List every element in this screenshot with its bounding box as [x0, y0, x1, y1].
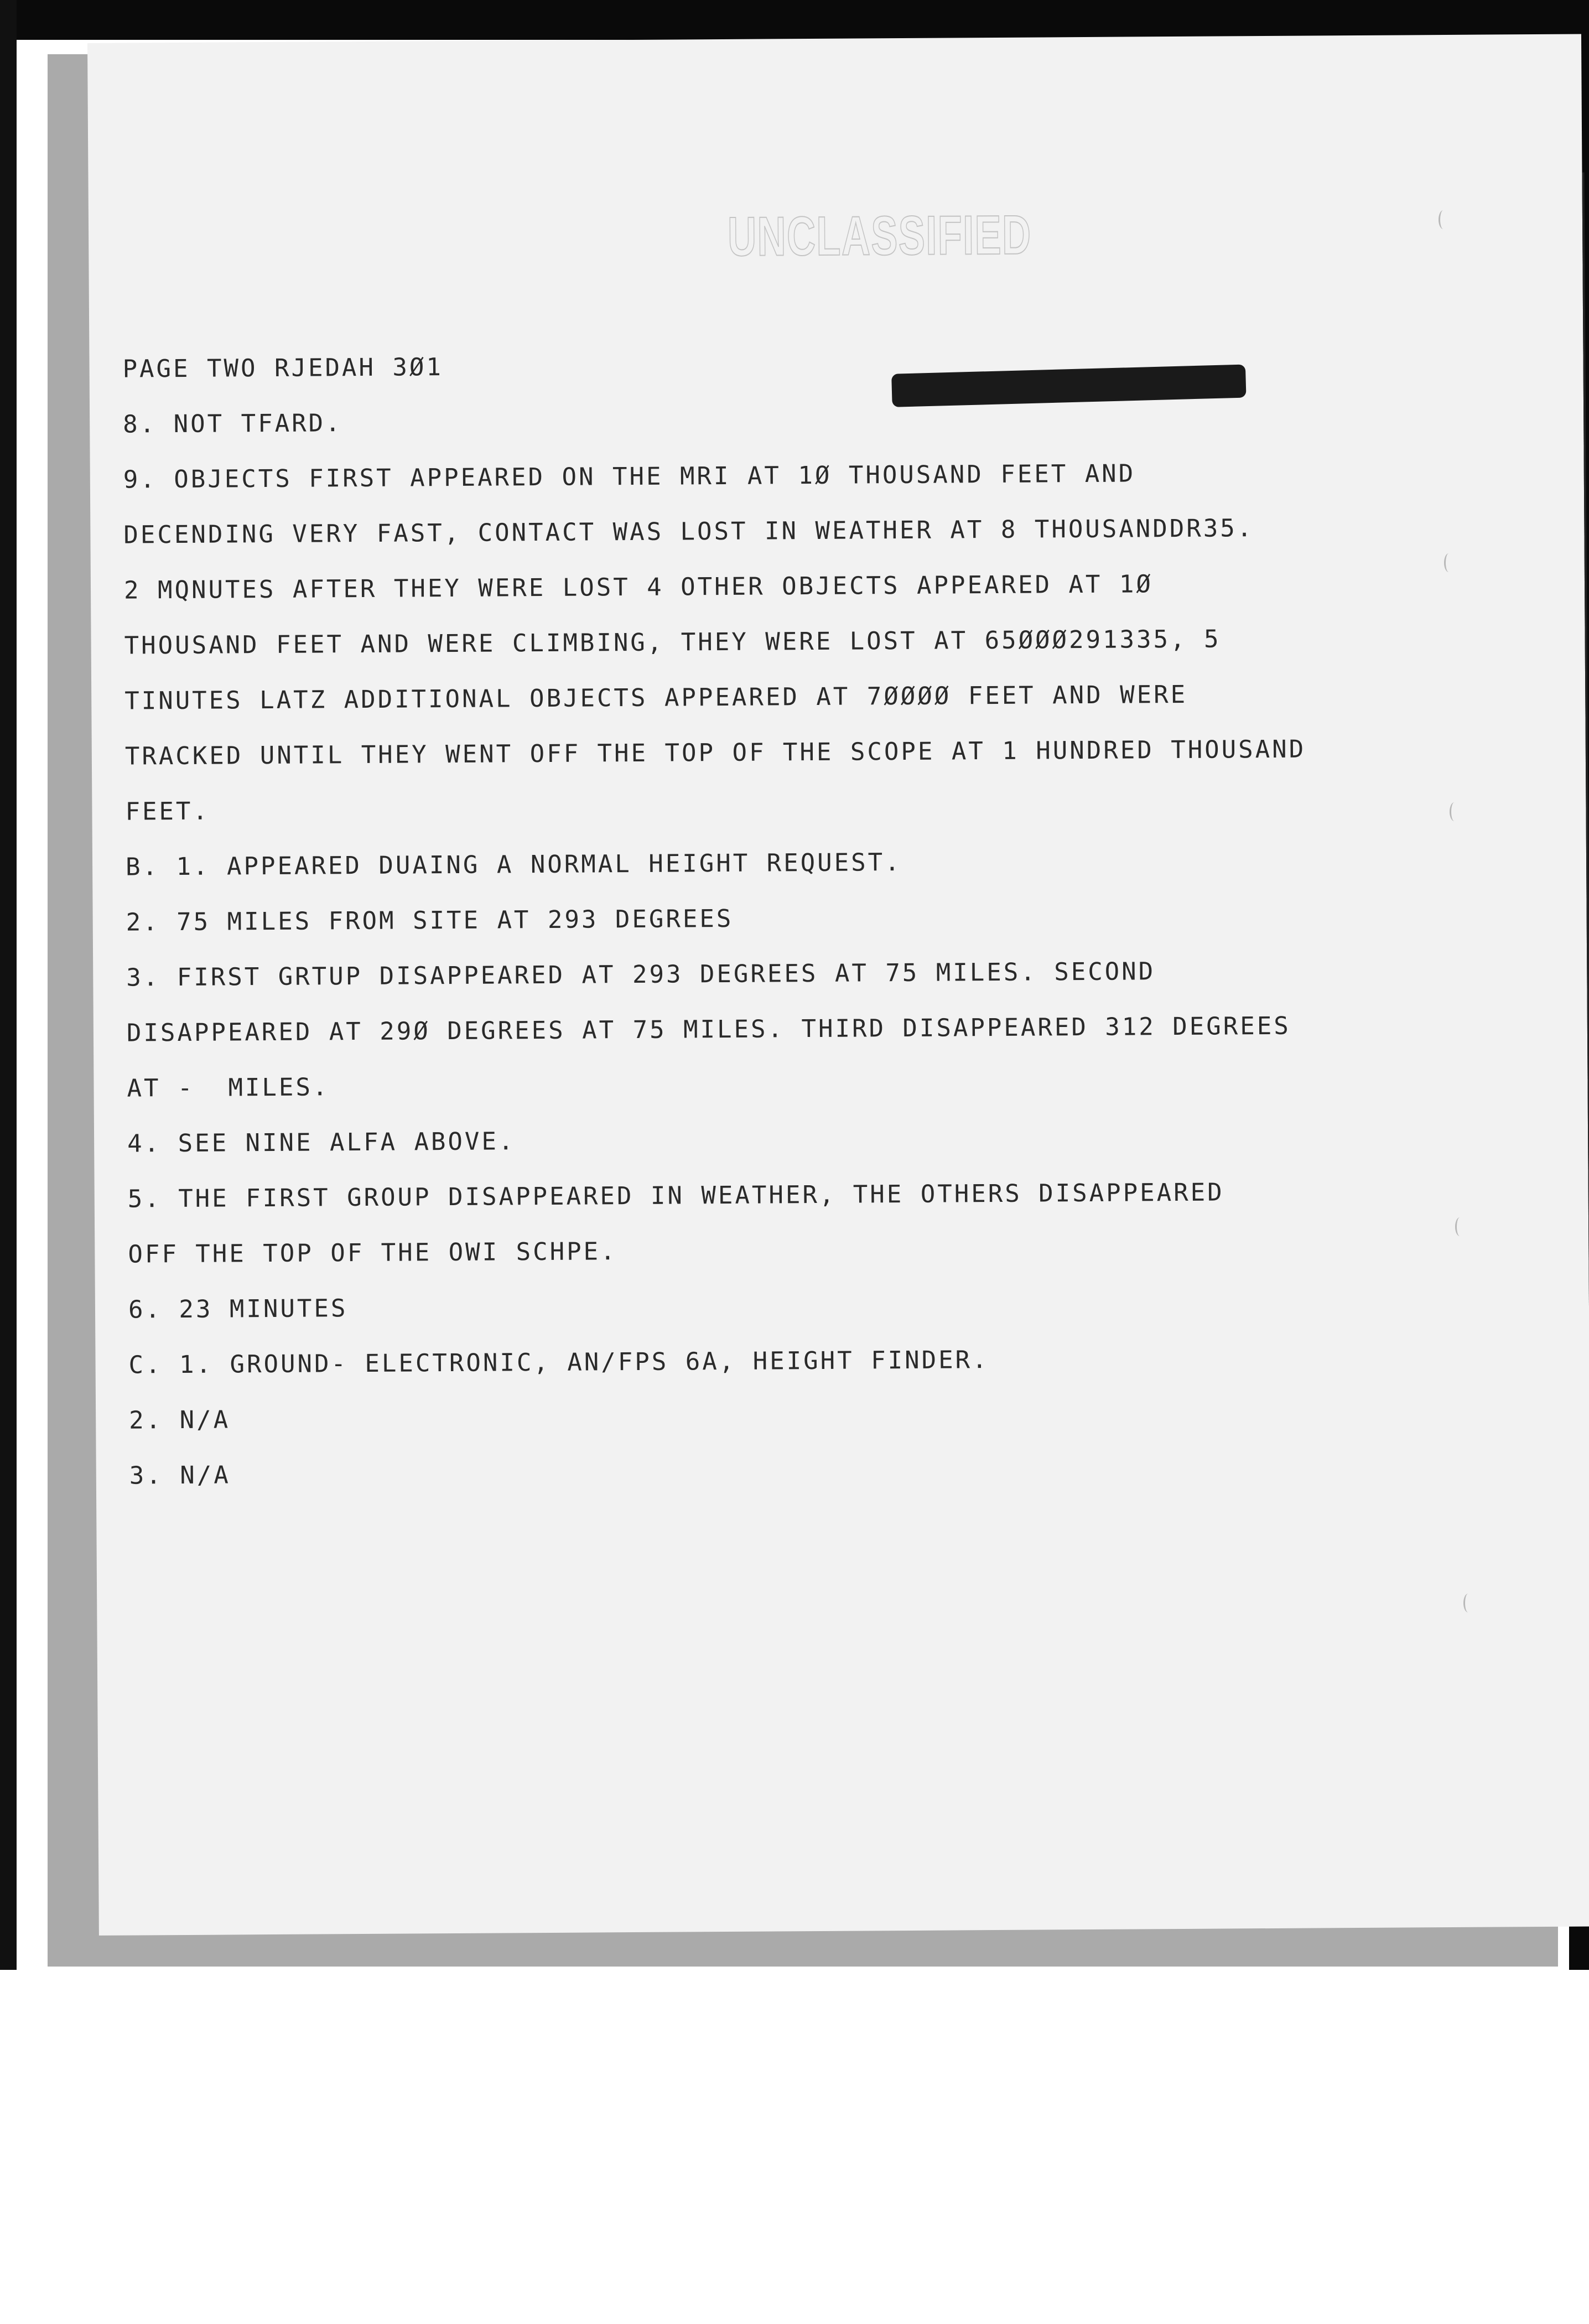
scan-mark — [1463, 1594, 1473, 1612]
text-line: 6. 23 MINUTES — [128, 1294, 348, 1324]
text-line: THOUSAND FEET AND WERE CLIMBING, THEY WERE LOST AT 65ØØØ291335, 5 — [124, 625, 1221, 660]
blank-lower-area — [0, 1970, 1589, 2324]
text-line: 3. FIRST GRTUP DISAPPEARED AT 293 DEGREES AT 75 MILES. SECOND — [126, 957, 1156, 992]
text-line: 3. N/A — [129, 1461, 231, 1490]
text-line: B. 1. APPEARED DUAING A NORMAL HEIGHT REQUEST. — [125, 848, 902, 881]
scan-border-left — [0, 0, 17, 1970]
text-line: FEET. — [125, 797, 210, 826]
text-line: DECENDING VERY FAST, CONTACT WAS LOST IN WEATHER AT 8 THOUSANDDR35. — [123, 514, 1254, 549]
text-line: 2. 75 MILES FROM SITE AT 293 DEGREES — [126, 904, 734, 937]
text-line: 2 MQNUTES AFTER THEY WERE LOST 4 OTHER OBJECTS APPEARED AT 1Ø — [123, 570, 1154, 605]
text-line: OFF THE TOP OF THE OWI SCHPE. — [128, 1237, 617, 1269]
text-line: 2. N/A — [129, 1405, 231, 1435]
text-line: 4. SEE NINE ALFA ABOVE. — [127, 1127, 516, 1158]
scan-border-top — [0, 0, 1589, 40]
text-line: DISAPPEARED AT 29Ø DEGREES AT 75 MILES. THIRD DISAPPEARED 312 DEGREES — [126, 1011, 1291, 1047]
document-page — [87, 34, 1589, 1936]
text-line: AT - MILES. — [127, 1073, 330, 1103]
classification-stamp: UNCLASSIFIED — [727, 204, 1032, 268]
scan-mark — [1439, 210, 1448, 229]
scan-mark — [1450, 802, 1459, 821]
scan-mark — [1444, 553, 1453, 572]
text-line: TINUTES LATZ ADDITIONAL OBJECTS APPEARED AT 7ØØØØ FEET AND WERE — [124, 680, 1188, 715]
header-line: PAGE TWO RJEDAH 3Ø1 — [122, 353, 444, 383]
text-line: 5. THE FIRST GROUP DISAPPEARED IN WEATHER, THE OTHERS DISAPPEARED — [127, 1178, 1224, 1213]
text-line: 8. NOT TFARD. — [123, 409, 342, 439]
message-body — [122, 333, 1502, 1503]
text-line: C. 1. GROUND- ELECTRONIC, AN/FPS 6A, HEIGHT FINDER. — [128, 1346, 989, 1379]
scan-mark — [1455, 1217, 1465, 1236]
text-line: 9. OBJECTS FIRST APPEARED ON THE MRI AT 1Ø THOUSAND FEET AND — [123, 459, 1136, 494]
text-line: TRACKED UNTIL THEY WENT OFF THE TOP OF THE SCOPE AT 1 HUNDRED THOUSAND — [124, 735, 1306, 771]
